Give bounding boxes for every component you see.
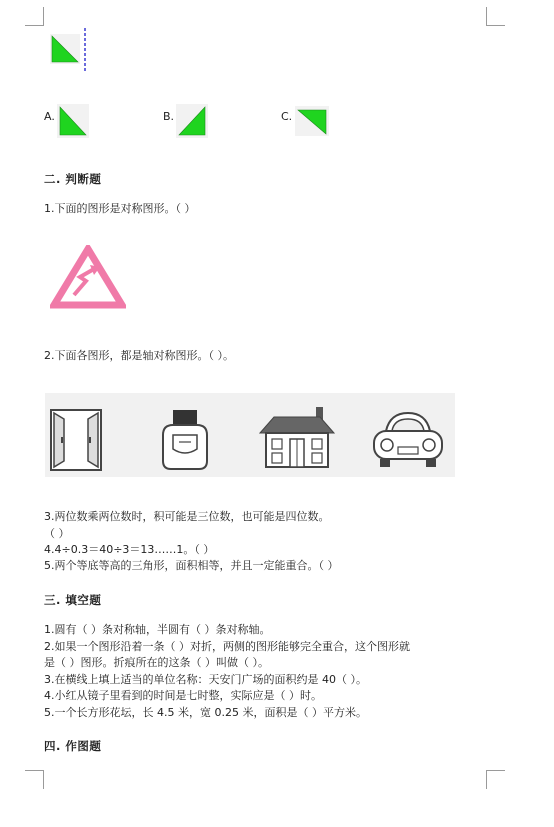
fill-question-3: 3.在横线上填上适当的单位名称：天安门广场的面积约是 40（ ）。: [44, 673, 367, 686]
judge-question-5: 5.两个等底等高的三角形，面积相等，并且一定能重合。（ ）: [44, 559, 339, 572]
folded-triangle-figure: [48, 28, 92, 74]
corner-mark-bottom-left: [25, 770, 44, 789]
fill-question-2-line-1: 2.如果一个图形沿着一条（ ）对折，两侧的图形能够完全重合，这个图形就: [44, 640, 410, 653]
fill-question-2-line-2: 是（ ）图形。折痕所在的这条（ ）叫做（ ）。: [44, 656, 269, 669]
option-b-label: B.: [163, 110, 175, 123]
warning-sign-figure: [50, 245, 126, 309]
judge-question-3: 3.两位数乘两位数时，积可能是三位数，也可能是四位数。: [44, 510, 330, 523]
judge-question-2: 2.下面各图形，都是轴对称图形。（ ）。: [44, 349, 234, 362]
bottle-icon: [157, 409, 213, 473]
corner-mark-top-right: [486, 7, 505, 26]
corner-mark-top-left: [25, 7, 44, 26]
judge-question-4: 4.4÷0.3＝40÷3＝13……1。（ ）: [44, 543, 215, 556]
symmetry-picture-row: [45, 393, 455, 477]
judge-question-1: 1.下面的图形是对称图形。（ ）: [44, 202, 196, 215]
option-a-triangle: [57, 104, 89, 138]
fill-question-1: 1.圆有（ ）条对称轴，半圆有（ ）条对称轴。: [44, 623, 271, 636]
house-icon: [258, 405, 336, 471]
door-icon: [50, 409, 102, 471]
option-a-label: A.: [44, 110, 55, 123]
section-3-title: 三. 填空题: [44, 593, 102, 607]
option-b-triangle: [176, 104, 208, 138]
corner-mark-bottom-right: [486, 770, 505, 789]
fill-question-4: 4.小红从镜子里看到的时间是七时整，实际应是（ ）时。: [44, 689, 322, 702]
section-4-title: 四. 作图题: [44, 739, 102, 753]
car-icon: [370, 407, 446, 473]
option-c-label: C.: [281, 110, 293, 123]
option-c-triangle: [295, 106, 329, 136]
judge-question-3-answer-paren: （ ）: [44, 527, 70, 540]
fill-question-5: 5.一个长方形花坛，长 4.5 米，宽 0.25 米，面积是（ ）平方米。: [44, 706, 367, 719]
section-2-title: 二. 判断题: [44, 172, 102, 186]
